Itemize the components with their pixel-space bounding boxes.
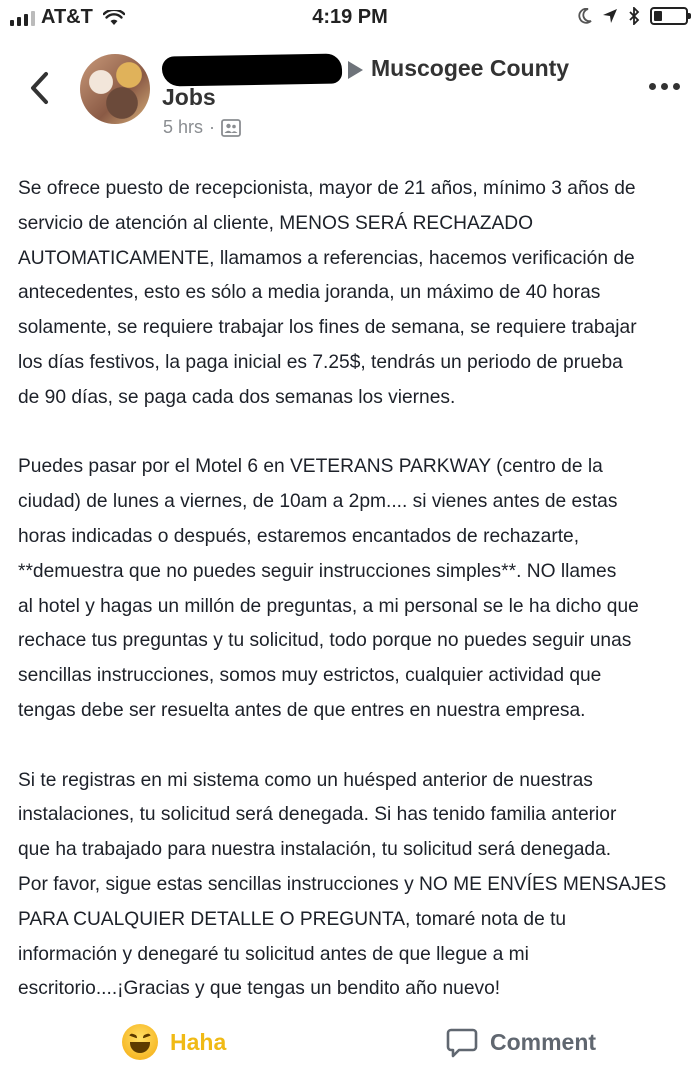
haha-emoji-icon: [122, 1024, 158, 1060]
post-line: AUTOMATICAMENTE, llamamos a referencias, hacemos verificación de: [18, 247, 635, 269]
comment-icon: [446, 1026, 478, 1058]
avatar[interactable]: [80, 54, 150, 124]
location-arrow-icon: [602, 8, 618, 24]
haha-reaction-button[interactable]: [122, 1024, 226, 1060]
moon-icon: [578, 8, 592, 24]
carrier-label: AT&T: [41, 6, 93, 28]
post-line: antecedentes, esto es sólo a media joranda, un máximo de 40 horas: [18, 282, 601, 304]
post-meta: [163, 117, 241, 138]
post-line: información y denegaré tu solicitud antes de que llegue a mi: [18, 943, 529, 965]
post-line: al hotel y hagas un millón de preguntas, a mi personal se le ha dicho que: [18, 595, 639, 617]
post-line: que ha trabajado para nuestra instalación, tu solicitud será denegada.: [18, 839, 612, 861]
post-timestamp[interactable]: 5 hrs: [163, 117, 204, 137]
back-chevron-icon[interactable]: [26, 70, 54, 106]
comment-button[interactable]: [446, 1026, 596, 1058]
meta-separator: ·: [209, 117, 216, 137]
post-line: rechace tus preguntas y tu solicitud, todo porque no puedes seguir unas: [18, 630, 632, 652]
status-bar: [0, 0, 700, 36]
post-line: Por favor, sigue estas sencillas instrucciones y NO ME ENVÍES MENSAJES: [18, 873, 667, 895]
post-line: instalaciones, tu solicitud será denegada. Si has tenido familia anterior: [18, 804, 617, 826]
group-name-continued[interactable]: Jobs: [162, 84, 216, 110]
haha-label: Haha: [170, 1028, 227, 1055]
post-line: sencillas instrucciones, somos muy estrictos, cualquier actividad que: [18, 665, 602, 687]
redacted-name: [162, 53, 342, 86]
post-line: Puedes pasar por el Motel 6 en VETERANS PARKWAY (centro de la: [18, 456, 603, 478]
more-options-icon[interactable]: [649, 83, 680, 90]
post-line: horas indicadas o después, estaremos encantados de rechazarte,: [18, 525, 580, 547]
comment-label: Comment: [490, 1028, 597, 1055]
post-line: escritorio....¡Gracias y que tengas un bendito año nuevo!: [18, 978, 501, 1000]
post-line: Si te registras en mi sistema como un huésped anterior de nuestras: [18, 769, 593, 791]
group-audience-icon: [221, 119, 241, 137]
post-line: **demuestra que no puedes seguir instrucciones simples**. NO llames: [18, 560, 617, 582]
group-name[interactable]: Muscogee County: [371, 55, 570, 81]
post-line: de 90 días, se paga cada dos semanas los viernes.: [18, 386, 456, 408]
status-time: 4:19 PM: [312, 6, 388, 28]
post-actions: [0, 1012, 700, 1072]
shared-to-arrow-icon: [348, 61, 363, 79]
post-line: solamente, se requiere trabajar los fines de semana, se requiere trabajar: [18, 317, 637, 339]
post-body: [18, 172, 683, 1007]
post-line: tengas debe ser resuelta antes de que entres en nuestra empresa.: [18, 699, 586, 721]
post-line: los días festivos, la paga inicial es 7.25$, tendrás un periodo de prueba: [18, 351, 623, 373]
post-line: ciudad) de lunes a viernes, de 10am a 2pm.... si vienes antes de estas: [18, 491, 618, 513]
bluetooth-icon: [628, 7, 640, 25]
post-line: servicio de atención al cliente, MENOS SERÁ RECHAZADO: [18, 212, 534, 234]
battery-icon: [650, 7, 688, 25]
status-right: [578, 7, 688, 25]
post-line: PARA CUALQUIER DETALLE O PREGUNTA, tomaré nota de tu: [18, 908, 567, 930]
post-line: Se ofrece puesto de recepcionista, mayor de 21 años, mínimo 3 años de: [18, 178, 636, 199]
